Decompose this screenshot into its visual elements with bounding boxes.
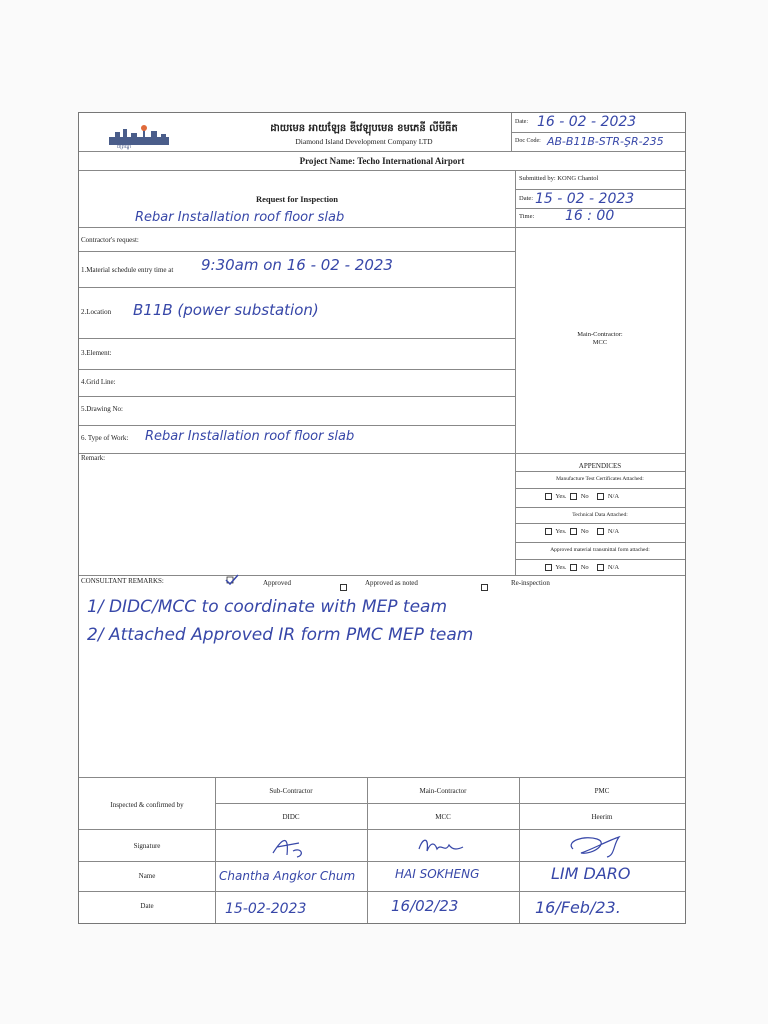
checkbox[interactable] <box>545 528 552 535</box>
location-label: 2.Location <box>81 308 112 316</box>
pmc-name: LIM DARO <box>551 864 631 883</box>
pmc-date: 16/Feb/23. <box>535 898 621 917</box>
inspected-confirmed-label: Inspected & confirmed by <box>110 801 184 809</box>
col-main-contractor: Main-Contractor <box>419 787 467 795</box>
date-label: Date <box>140 902 154 910</box>
approved-option: Approved <box>263 579 291 587</box>
work-type-value: Rebar Installation roof floor slab <box>145 429 355 444</box>
checkbox[interactable] <box>570 528 577 535</box>
company-name-english: Diamond Island Development Company LTD <box>295 137 433 146</box>
grid-line-label: 4.Grid Line: <box>81 378 116 386</box>
remark-label: Remark: <box>81 454 106 462</box>
appendix-transmittal-options: Yes. No N/A <box>543 564 619 571</box>
sub-name: Chantha Angkor Chum <box>219 869 356 883</box>
reinspection-checkbox[interactable] <box>479 578 490 596</box>
sub-date: 15-02-2023 <box>225 901 307 917</box>
drawing-no-label: 5.Drawing No: <box>81 405 123 413</box>
request-date-label: Date: <box>519 195 534 202</box>
main-date: 16/02/23 <box>391 897 459 915</box>
material-value: 9:30am on 16 - 02 - 2023 <box>201 256 393 274</box>
consultant-note-1: 1/ DIDC/MCC to coordinate with MEP team <box>87 597 448 617</box>
doc-code-value: AB-B11B-STR-ŞR-235 <box>547 135 664 148</box>
consultant-note-2: 2/ Attached Approved IR form PMC MEP team <box>87 625 474 645</box>
appendices-title: APPENDICES <box>578 462 622 470</box>
checkbox[interactable] <box>597 564 604 571</box>
checkbox[interactable] <box>597 528 604 535</box>
checkbox[interactable] <box>597 493 604 500</box>
main-name: HAI SOKHENG <box>395 867 480 881</box>
consultant-remarks-label: CONSULTANT REMARKS: <box>81 577 164 585</box>
material-label: 1.Material schedule entry time at <box>81 266 174 274</box>
logo-caption: ពិព្រ័ណ្ឌ <box>117 145 131 150</box>
appendix-technical-label: Technical Data Attached: <box>572 512 628 518</box>
request-date-value: 15 - 02 - 2023 <box>535 191 635 207</box>
main-contractor-label: Main-Contractor: <box>577 331 623 338</box>
col-sub-contractor: Sub-Contractor <box>269 787 313 795</box>
inspection-form <box>78 112 686 924</box>
checkbox[interactable] <box>545 564 552 571</box>
work-type-label: 6. Type of Work: <box>81 434 129 442</box>
main-contractor-value: MCC <box>592 339 608 346</box>
approved-as-noted-option: Approved as noted <box>365 579 418 587</box>
main-company: MCC <box>435 813 451 821</box>
checkbox[interactable] <box>545 493 552 500</box>
checkbox[interactable] <box>570 564 577 571</box>
sub-signature <box>269 833 313 864</box>
signature-label: Signature <box>133 842 161 850</box>
appendix-manufacture-label: Manufacture Test Certificates Attached: <box>556 476 644 482</box>
approved-check-icon[interactable] <box>225 573 239 591</box>
request-title: Request for Inspection <box>255 194 338 204</box>
appendix-transmittal-label: Approved material transmittal form attached: <box>550 547 650 553</box>
name-label: Name <box>138 872 156 880</box>
main-signature <box>415 833 465 864</box>
checkbox[interactable] <box>570 493 577 500</box>
contractor-request-label: Contractor's request: <box>81 236 139 244</box>
company-name-khmer: ដាយមេន អាយឡែន ឌីវេឡុបមេន ខមភេនី លីមីធីត <box>270 123 458 134</box>
pmc-signature <box>563 831 629 866</box>
appendix-technical-options: Yes. No N/A <box>543 528 619 535</box>
request-time-value: 16 : 00 <box>565 208 615 224</box>
request-time-label: Time: <box>519 213 535 220</box>
request-subject: Rebar Installation roof floor slab <box>135 210 345 225</box>
doc-code-label: Doc Code: <box>515 138 541 144</box>
col-pmc: PMC <box>594 787 610 795</box>
project-name: Project Name: Techo International Airport <box>299 156 465 166</box>
pmc-company: Heerim <box>591 813 613 821</box>
location-value: B11B (power substation) <box>133 301 319 319</box>
appendix-manufacture-options: Yes. No N/A <box>543 493 619 500</box>
submitted-by: Submitted by: KONG Chantol <box>519 175 599 182</box>
header-date-label: Date: <box>515 119 528 125</box>
reinspection-option: Re-inspection <box>511 579 550 587</box>
header-date-value: 16 - 02 - 2023 <box>537 114 637 130</box>
approved-as-noted-checkbox[interactable] <box>338 578 349 596</box>
sub-company: DIDC <box>282 813 300 821</box>
element-label: 3.Element: <box>81 349 112 357</box>
